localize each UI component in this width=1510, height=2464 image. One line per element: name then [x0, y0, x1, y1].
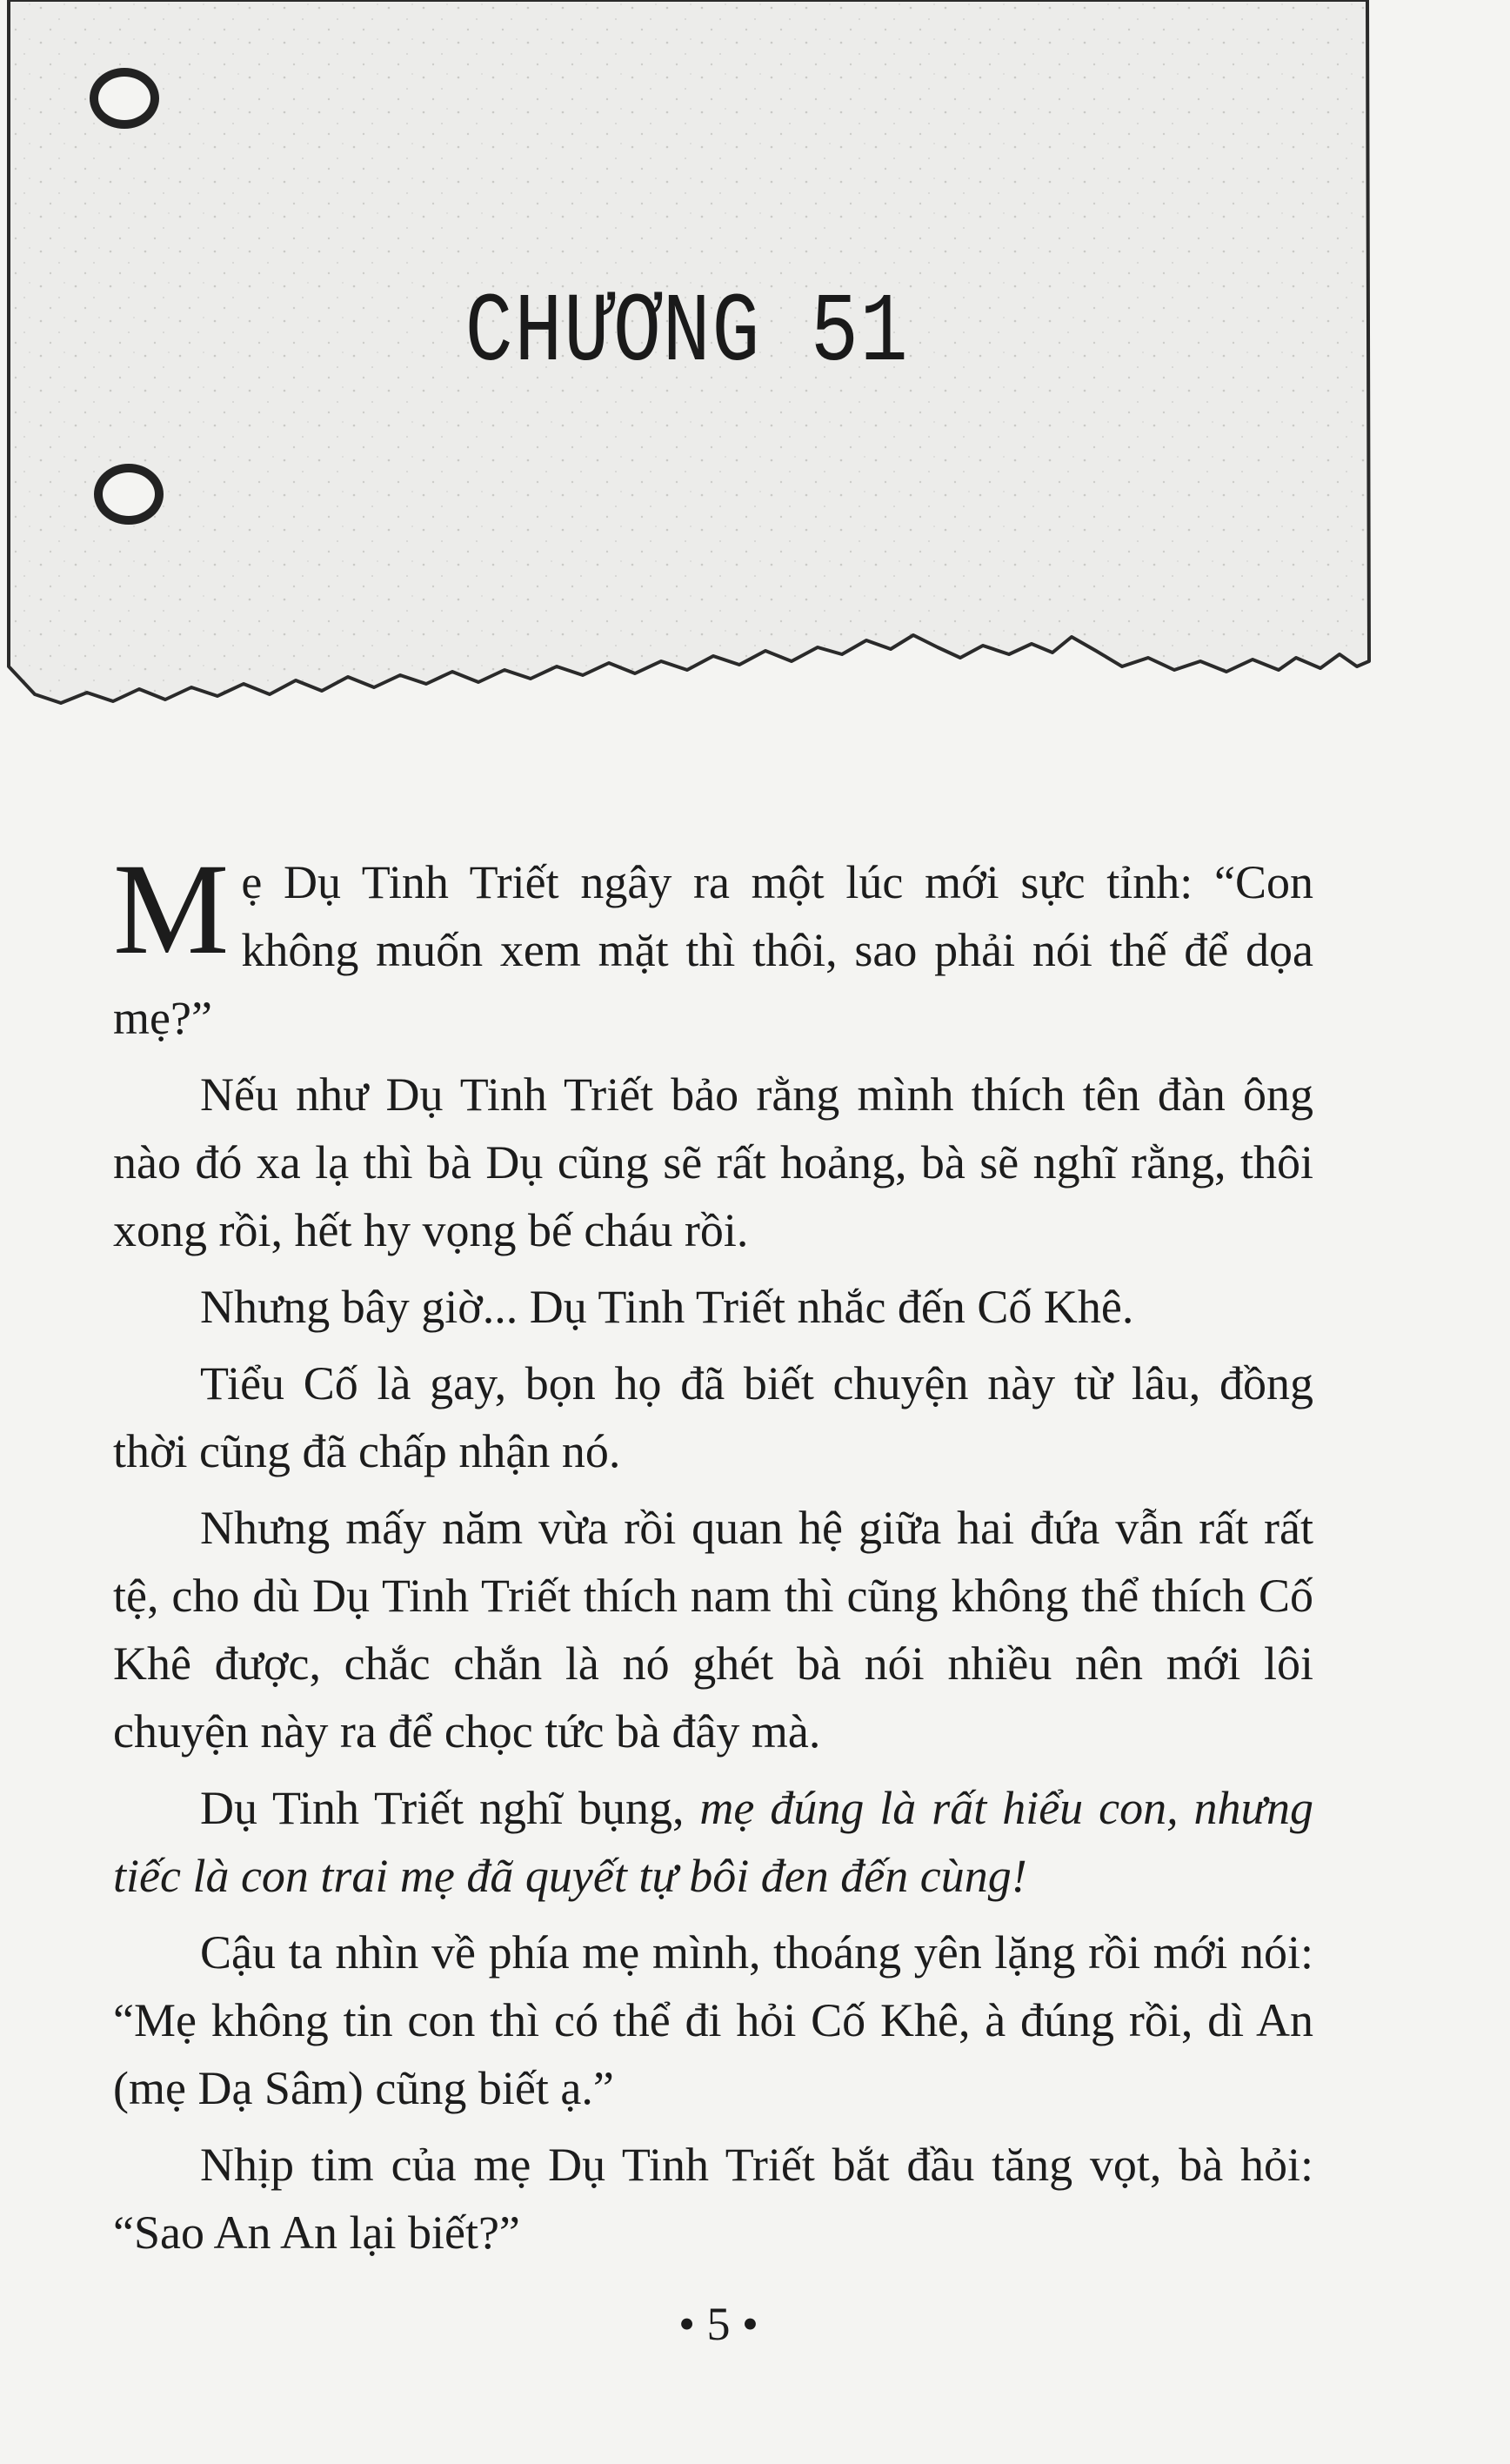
paragraph: Nhưng mấy năm vừa rồi quan hệ giữa hai đứa vẫn rất rất tệ, cho dù Dụ Tinh Triết thích nam thì cũng không thể thích Cố Khê được, chắc chắn là nó ghét bà nói nhiều nên mới lôi chuyện này ra để chọc tức bà đây mà. [113, 1502, 1313, 1758]
drop-cap: M [113, 837, 230, 981]
paragraph: Cậu ta nhìn về phía mẹ mình, thoáng yên lặng rồi mới nói: “Mẹ không tin con thì có thể đi hỏi Cố Khê, à đúng rồi, dì An (mẹ Dạ Sâm) cũng biết ạ.” [113, 1926, 1313, 2114]
binder-hole-icon [90, 68, 159, 129]
binder-hole-icon [94, 464, 164, 525]
paragraph: Nếu như Dụ Tinh Triết bảo rằng mình thích tên đàn ông nào đó xa lạ thì bà Dụ cũng sẽ rất hoảng, bà sẽ nghĩ rằng, thôi xong rồi, hết hy vọng bế cháu rồi. [113, 1068, 1313, 1256]
italic-thought: mẹ đúng là rất hiểu con, nhưng tiếc là con trai mẹ đã quyết tự bôi đen đến cùng! [113, 1782, 1313, 1902]
paragraph: Nhịp tim của mẹ Dụ Tinh Triết bắt đầu tăng vọt, bà hỏi: “Sao An An lại biết?” [113, 2139, 1313, 2259]
paragraph: Nhưng bây giờ... Dụ Tinh Triết nhắc đến Cố Khê. [200, 1281, 1134, 1333]
page-number: • 5 • [678, 2298, 758, 2350]
paragraph: Tiểu Cố là gay, bọn họ đã biết chuyện này từ lâu, đồng thời cũng đã chấp nhận nó. [113, 1357, 1313, 1477]
body-text [113, 837, 1313, 2275]
paragraph: Dụ Tinh Triết nghĩ bụng, mẹ đúng là rất hiểu con, nhưng tiếc là con trai mẹ đã quyết tự bôi đen đến cùng! [113, 1782, 1313, 1902]
chapter-title: CHƯƠNG 51 [464, 278, 910, 389]
paragraph: Mẹ Dụ Tinh Triết ngây ra một lúc mới sực tỉnh: “Con không muốn xem mặt thì thôi, sao phải nói thế để dọa mẹ?” [113, 837, 1313, 1044]
